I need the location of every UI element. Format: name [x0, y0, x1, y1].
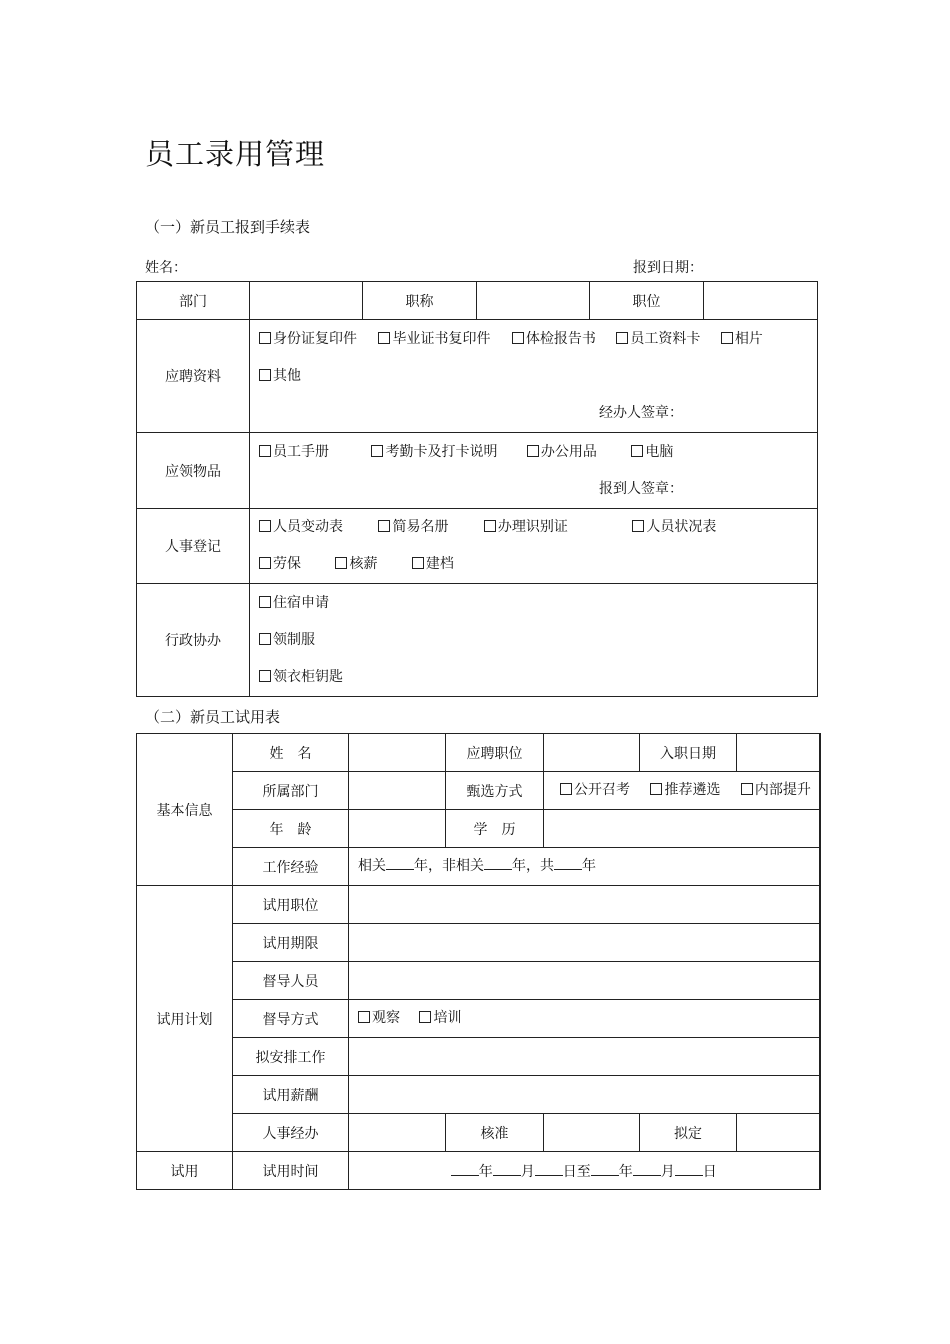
checkbox-option[interactable]: 人员变动表 [259, 509, 374, 546]
hr-handler-label: 人事经办 [233, 1114, 349, 1152]
blank-line[interactable] [554, 857, 582, 870]
entry-date-label: 入职日期 [640, 734, 737, 772]
checkbox[interactable] [527, 445, 539, 457]
applied-position-label: 应聘职位 [446, 734, 544, 772]
blank-line[interactable] [675, 1163, 703, 1176]
checkbox[interactable] [512, 332, 524, 344]
checkbox[interactable] [419, 1011, 431, 1023]
checkbox-option[interactable]: 考勤卡及打卡说明 [371, 434, 522, 471]
checkbox[interactable] [259, 445, 271, 457]
dept-field[interactable] [250, 282, 363, 320]
checkbox[interactable] [616, 332, 628, 344]
checkbox[interactable] [259, 633, 271, 645]
blank-line[interactable] [493, 1163, 521, 1176]
entry-date-field[interactable] [737, 734, 820, 772]
materials-row-2 [250, 358, 817, 395]
trial-salary-label: 试用薪酬 [233, 1076, 349, 1114]
applied-position-field[interactable] [544, 734, 640, 772]
approve-field[interactable] [544, 1114, 640, 1152]
checkbox-option[interactable]: 其他 [259, 358, 301, 395]
experience-label: 工作经验 [233, 848, 349, 886]
onboarding-table [136, 281, 818, 697]
draft-field[interactable] [737, 1114, 820, 1152]
department-label: 所属部门 [233, 772, 349, 810]
experience-cell [349, 848, 820, 886]
name-label: 姓名： [145, 260, 187, 276]
hr-row-2 [250, 546, 817, 583]
checkbox[interactable] [259, 332, 271, 344]
admin-label: 行政协办 [137, 584, 250, 697]
trial-period-field[interactable] [349, 924, 820, 962]
checkbox[interactable] [412, 557, 424, 569]
education-label: 学 历 [446, 810, 544, 848]
blank-line[interactable] [386, 857, 414, 870]
selection-label: 甄选方式 [446, 772, 544, 810]
section2-heading: （二）新员工试用表 [145, 708, 281, 726]
report-date-label: 报到日期： [633, 260, 703, 276]
checkbox[interactable] [259, 670, 271, 682]
checkbox-option[interactable]: 电脑 [631, 434, 673, 471]
trial-time-label: 试用时间 [233, 1152, 349, 1190]
selection-cell [544, 772, 820, 810]
checkbox-option[interactable]: 办理识别证 [484, 509, 628, 546]
experience-text: 相关 年，非相关 年，共 年 [358, 858, 596, 874]
basic-info-label: 基本信息 [137, 734, 233, 886]
title-label: 职称 [363, 282, 477, 320]
checkbox-option[interactable]: 毕业证书复印件 [378, 321, 507, 358]
checkbox[interactable] [741, 783, 753, 795]
trial-position-field[interactable] [349, 886, 820, 924]
items-label: 应领物品 [137, 433, 250, 509]
checkbox[interactable] [259, 596, 271, 608]
checkbox[interactable] [358, 1011, 370, 1023]
blank-line[interactable] [451, 1163, 479, 1176]
supervision-method-cell [349, 1000, 820, 1038]
department-field[interactable] [349, 772, 446, 810]
name-field[interactable] [349, 734, 446, 772]
position-field[interactable] [704, 282, 818, 320]
title-field[interactable] [477, 282, 590, 320]
trial-position-label: 试用职位 [233, 886, 349, 924]
checkbox-option[interactable]: 相片 [721, 321, 763, 358]
checkbox-option[interactable]: 观察 [358, 1000, 415, 1037]
checkbox[interactable] [378, 332, 390, 344]
draft-label: 拟定 [640, 1114, 737, 1152]
admin-cell [250, 584, 818, 697]
checkbox-option[interactable]: 人员状况表 [632, 509, 716, 546]
materials-cell [250, 320, 818, 433]
blank-line[interactable] [633, 1163, 661, 1176]
blank-line[interactable] [591, 1163, 619, 1176]
checkbox-option[interactable]: 核薪 [335, 546, 407, 583]
checkbox-option[interactable]: 劳保 [259, 546, 331, 583]
selection-options [544, 772, 819, 809]
checkbox-option[interactable]: 公开召考 [560, 772, 646, 809]
checkbox[interactable] [371, 445, 383, 457]
dept-label: 部门 [137, 282, 250, 320]
blank-line[interactable] [484, 857, 512, 870]
checkbox[interactable] [631, 445, 643, 457]
checkbox-option[interactable]: 办公用品 [527, 434, 627, 471]
admin-option[interactable]: 领衣柜钥匙 [250, 659, 817, 696]
probation-table [136, 733, 821, 1190]
items-cell [250, 433, 818, 509]
planned-work-label: 拟安排工作 [233, 1038, 349, 1076]
materials-label: 应聘资料 [137, 320, 250, 433]
hr-label: 人事登记 [137, 509, 250, 584]
items-row [250, 434, 817, 471]
checkbox[interactable] [484, 520, 496, 532]
checkbox-option[interactable]: 员工资料卡 [616, 321, 716, 358]
age-label: 年 龄 [233, 810, 349, 848]
handler-signature-label: 经办人签章： [599, 404, 683, 421]
hr-row-1 [250, 509, 817, 546]
trial-period-label: 试用期限 [233, 924, 349, 962]
supervisor-label: 督导人员 [233, 962, 349, 1000]
hr-handler-field[interactable] [349, 1114, 446, 1152]
reporter-signature-label: 报到人签章： [599, 480, 683, 497]
checkbox[interactable] [650, 783, 662, 795]
checkbox[interactable] [259, 557, 271, 569]
checkbox[interactable] [560, 783, 572, 795]
checkbox-option[interactable]: 内部提升 [741, 772, 811, 809]
name-label: 姓 名 [233, 734, 349, 772]
checkbox-option[interactable]: 身份证复印件 [259, 321, 374, 358]
admin-option[interactable]: 住宿申请 [250, 585, 817, 622]
age-field[interactable] [349, 810, 446, 848]
supervisor-field[interactable] [349, 962, 820, 1000]
checkbox[interactable] [632, 520, 644, 532]
trial-salary-field[interactable] [349, 1076, 820, 1114]
trial-plan-label: 试用计划 [137, 886, 233, 1152]
education-field[interactable] [544, 810, 820, 848]
planned-work-field[interactable] [349, 1038, 820, 1076]
checkbox[interactable] [335, 557, 347, 569]
checkbox-option[interactable]: 体检报告书 [512, 321, 612, 358]
materials-row-1 [250, 321, 817, 358]
checkbox-option[interactable]: 建档 [412, 546, 454, 583]
hr-cell [250, 509, 818, 584]
admin-option[interactable]: 领制服 [250, 622, 817, 659]
section1-heading: （一）新员工报到手续表 [145, 218, 311, 236]
checkbox-option[interactable]: 培训 [419, 1000, 461, 1037]
checkbox-option[interactable]: 员工手册 [259, 434, 367, 471]
page-title: 员工录用管理 [145, 137, 326, 171]
checkbox-option[interactable]: 推荐遴选 [650, 772, 736, 809]
approve-label: 核准 [446, 1114, 544, 1152]
checkbox[interactable] [378, 520, 390, 532]
supervision-options [349, 1000, 819, 1037]
checkbox[interactable] [259, 520, 271, 532]
trial-time-cell: 年 月 日至 年 月 日 [349, 1152, 820, 1190]
blank-line[interactable] [535, 1163, 563, 1176]
checkbox[interactable] [721, 332, 733, 344]
supervision-method-label: 督导方式 [233, 1000, 349, 1038]
trial-label: 试用 [137, 1152, 233, 1190]
checkbox-option[interactable]: 简易名册 [378, 509, 479, 546]
position-label: 职位 [590, 282, 704, 320]
checkbox[interactable] [259, 369, 271, 381]
